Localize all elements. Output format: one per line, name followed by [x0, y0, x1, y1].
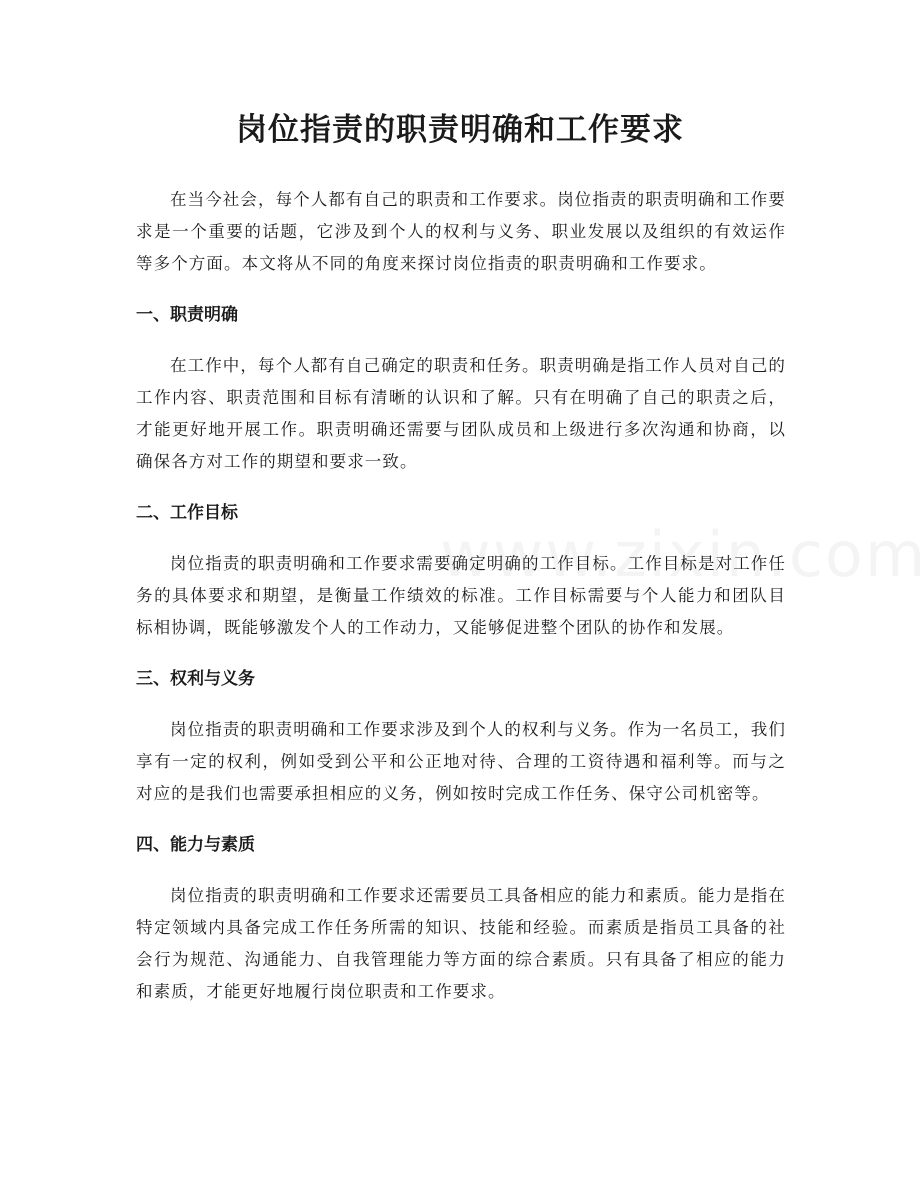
intro-paragraph: 在当今社会，每个人都有自己的职责和工作要求。岗位指责的职责明确和工作要求是一个重要的话题，它涉及到个人的权利与义务、职业发展以及组织的有效运作等多个方面。本文将从不同的角度来探讨岗位指责的职责明确和工作要求。 — [136, 190, 786, 273]
section-body-3: 岗位指责的职责明确和工作要求涉及到个人的权利与义务。作为一名员工，我们享有一定的权利，例如受到公平和公正地对待、合理的工资待遇和福利等。而与之对应的是我们也需要承担相应的义务，例如按时完成工作任务、保守公司机密等。 — [136, 720, 786, 803]
section-body-2: 岗位指责的职责明确和工作要求需要确定明确的工作目标。工作目标是对工作任务的具体要求和期望，是衡量工作绩效的标准。工作目标需要与个人能力和团队目标相协调，既能够激发个人的工作动力，又能够促进整个团队的协作和发展。 — [136, 554, 786, 637]
section-heading-4: 四、能力与素质 — [136, 835, 255, 855]
document-body — [136, 184, 786, 1008]
section-heading-2: 二、工作目标 — [136, 503, 238, 523]
section-heading-1: 一、职责明确 — [136, 305, 238, 325]
section-heading-3: 三、权利与义务 — [136, 669, 255, 689]
section-body-1: 在工作中，每个人都有自己确定的职责和任务。职责明确是指工作人员对自己的工作内容、职责范围和目标有清晰的认识和了解。只有在明确了自己的职责之后，才能更好地开展工作。职责明确还需要与团队成员和上级进行多次沟通和协商，以确保各方对工作的期望和要求一致。 — [136, 356, 786, 471]
section-body-4: 岗位指责的职责明确和工作要求还需要员工具备相应的能力和素质。能力是指在特定领域内具备完成工作任务所需的知识、技能和经验。而素质是指员工具备的社会行为规范、沟通能力、自我管理能力等方面的综合素质。只有具备了相应的能力和素质，才能更好地履行岗位职责和工作要求。 — [136, 886, 786, 1001]
document-title: 岗位指责的职责明确和工作要求 — [236, 112, 684, 148]
